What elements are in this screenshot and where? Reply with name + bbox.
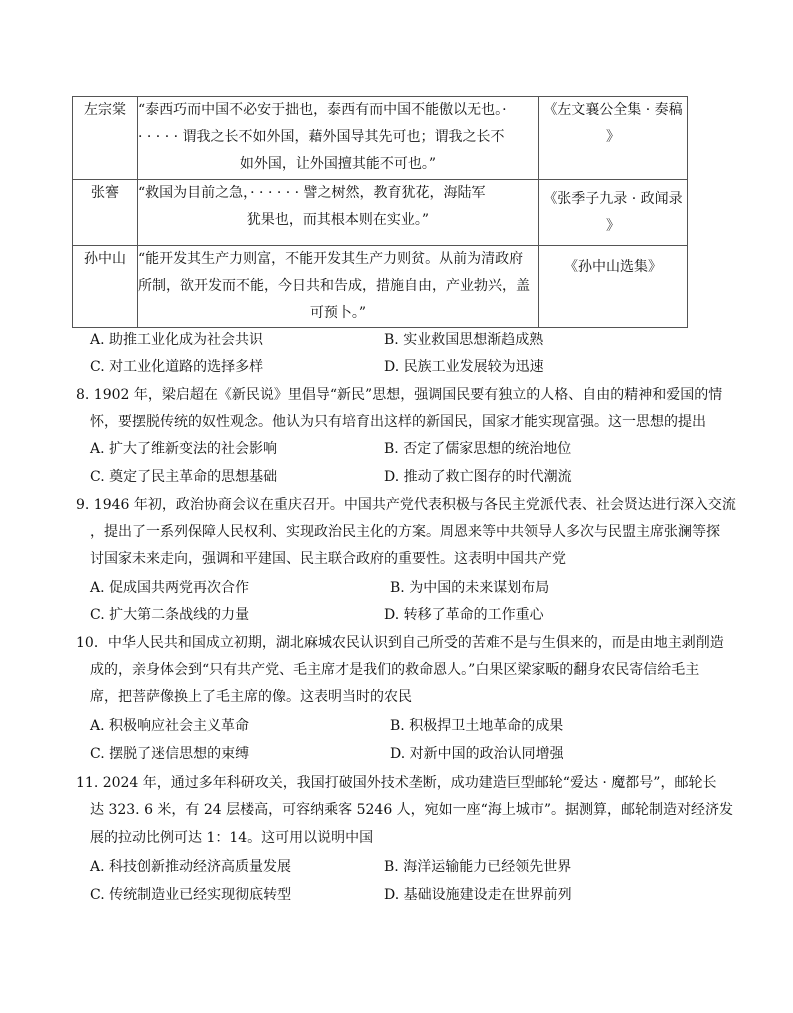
q11-option-b[interactable]: B. 海洋运输能力已经领先世界 bbox=[384, 859, 572, 875]
table-row bbox=[73, 246, 688, 328]
source-table bbox=[72, 96, 688, 328]
q9-option-c[interactable]: C. 扩大第二条战线的力量 bbox=[90, 607, 250, 623]
q9-option-a[interactable]: A. 促成国共两党再次合作 bbox=[90, 580, 250, 596]
q8-stem-line: 怀，要摆脱传统的奴性观念。他认为只有培育出这样的新国民，国家才能实现富强。这一思想的提出 bbox=[90, 414, 706, 430]
quote-line: 所制，欲开发而不能，今日共和告成，措施自由，产业勃兴，盖 bbox=[138, 278, 530, 294]
q8-option-c[interactable]: C. 奠定了民主革命的思想基础 bbox=[90, 469, 278, 485]
quote-text bbox=[138, 246, 539, 328]
q10-option-d[interactable]: D. 对新中国的政治认同增强 bbox=[390, 746, 564, 762]
q7-option-d[interactable]: D. 民族工业发展较为迅速 bbox=[384, 359, 544, 375]
source-book bbox=[539, 246, 688, 328]
quote-line: 可预卜。” bbox=[309, 305, 367, 321]
person-name: 张謇 bbox=[73, 180, 138, 246]
q11-stem-line: 11. 2024 年，通过多年科研攻关，我国打破国外技术垄断，成功建造巨型邮轮“爱达 · 魔都号”，邮轮长 bbox=[76, 775, 717, 791]
source-line: 《张季子九录 · 政闻录 bbox=[543, 191, 683, 207]
q8-stem-line: 8. 1902 年，梁启超在《新民说》里倡导“新民”思想，强调国民要有独立的人格、自由的精神和爱国的情 bbox=[76, 387, 723, 403]
q10-stem-line: 10．中华人民共和国成立初期，湖北麻城农民认识到自己所受的苦难不是与生俱来的，而是由地主剥削造 bbox=[76, 635, 724, 651]
person-name: 孙中山 bbox=[73, 246, 138, 328]
quote-text bbox=[138, 180, 539, 246]
q11-stem-line: 达 323. 6 米，有 24 层楼高，可容纳乘客 5246 人，宛如一座“海上城市”。据测算，邮轮制造对经济发 bbox=[90, 802, 733, 818]
q9-stem-line: 讨国家未来走向，强调和平建国、民主联合政府的重要性。这表明中国共产党 bbox=[90, 551, 566, 567]
quote-line: “救国为目前之急，· · · · · · 譬之树然，教育犹花，海陆军 bbox=[138, 185, 486, 201]
q8-option-d[interactable]: D. 推动了救亡图存的时代潮流 bbox=[384, 469, 572, 485]
q9-option-d[interactable]: D. 转移了革命的工作重心 bbox=[384, 607, 544, 623]
q7-option-b[interactable]: B. 实业救国思想渐趋成熟 bbox=[384, 332, 544, 348]
q10-stem-line: 席，把菩萨像换上了毛主席的像。这表明当时的农民 bbox=[90, 689, 412, 705]
source-line: 《左文襄公全集 · 奏稿 bbox=[543, 102, 683, 118]
q10-option-b[interactable]: B. 积极捍卫土地革命的成果 bbox=[390, 718, 564, 734]
q9-option-b[interactable]: B. 为中国的未来谋划布局 bbox=[390, 580, 550, 596]
source-book bbox=[539, 180, 688, 246]
person-name: 左宗棠 bbox=[73, 97, 138, 180]
q7-option-c[interactable]: C. 对工业化道路的选择多样 bbox=[90, 359, 264, 375]
q11-stem-line: 展的拉动比例可达 1：14。这可用以说明中国 bbox=[90, 830, 374, 846]
source-line: 》 bbox=[606, 218, 620, 234]
q7-option-a[interactable]: A. 助推工业化成为社会共识 bbox=[90, 332, 264, 348]
q11-option-a[interactable]: A. 科技创新推动经济高质量发展 bbox=[90, 859, 292, 875]
q8-option-b[interactable]: B. 否定了儒家思想的统治地位 bbox=[384, 441, 572, 457]
quote-line: 犹果也，而其根本则在实业。” bbox=[246, 212, 430, 228]
quote-text bbox=[138, 97, 539, 180]
q11-option-c[interactable]: C. 传统制造业已经实现彻底转型 bbox=[90, 887, 292, 903]
source-book bbox=[539, 97, 688, 180]
table-row bbox=[73, 180, 688, 246]
q10-option-a[interactable]: A. 积极响应社会主义革命 bbox=[90, 718, 250, 734]
source-line: 《孙中山选集》 bbox=[564, 259, 662, 275]
q8-option-a[interactable]: A. 扩大了维新变法的社会影响 bbox=[90, 441, 278, 457]
quote-line: 如外国，让外国擅其能不可也。” bbox=[239, 156, 437, 172]
quote-line: · · · · · 谓我之长不如外国，藉外国导其先可也；谓我之长不 bbox=[138, 129, 505, 145]
q11-option-d[interactable]: D. 基础设施建设走在世界前列 bbox=[384, 887, 572, 903]
quote-line: “能开发其生产力则富，不能开发其生产力则贫。从前为清政府 bbox=[138, 251, 524, 267]
quote-line: “泰西巧而中国不必安于拙也，泰西有而中国不能傲以无也。· bbox=[138, 102, 507, 118]
source-line: 》 bbox=[606, 129, 620, 145]
q10-stem-line: 成的，亲身体会到“只有共产党、毛主席才是我们的救命恩人。”白果区梁家畈的翻身农民寄信给毛主 bbox=[90, 662, 700, 678]
q10-option-c[interactable]: C. 摆脱了迷信思想的束缚 bbox=[90, 746, 250, 762]
q9-stem-line: ，提出了一系列保障人民权利、实现政治民主化的方案。周恩来等中共领导人多次与民盟主席张澜等探 bbox=[90, 524, 720, 540]
table-row bbox=[73, 97, 688, 180]
q9-stem-line: 9. 1946 年初，政治协商会议在重庆召开。中国共产党代表积极与各民主党派代表、社会贤达进行深入交流 bbox=[76, 497, 736, 513]
